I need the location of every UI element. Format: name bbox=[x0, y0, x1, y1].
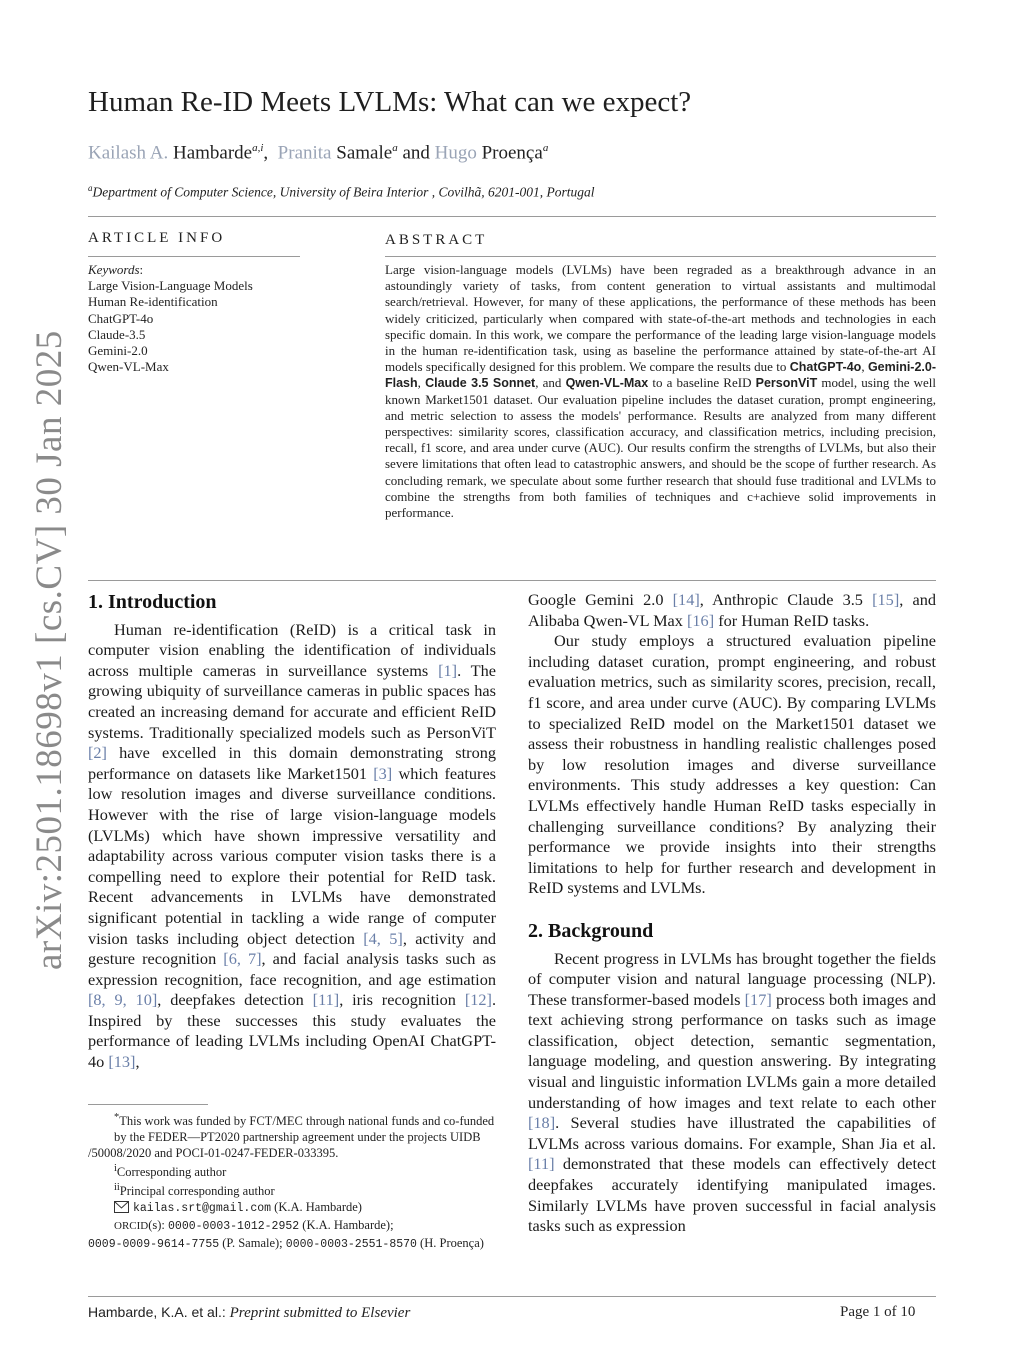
model-name: PersonViT bbox=[755, 376, 818, 391]
abstract-part: Large vision-language models (LVLMs) have been regraded as a breakthrough advance in an astoundingly variety of tasks, from content generation to virtual assistants and multimodal search/retrieval. However, for many of these applications, the performance of these methods has been widely criticized, particularly when compared with state-of-the-art methods and technologies in each specific domain. In this work, we compare the performance of the leading large vision-language models in the human re-identification task, using as baseline the performance attained by state-of-the-art AI models specifically designed for this problem. We compare the results due to bbox=[385, 262, 936, 375]
author-1-sep: , bbox=[263, 142, 269, 164]
orcid-label-suffix: (s): bbox=[148, 1218, 169, 1233]
funding-footnote bbox=[88, 1110, 496, 1145]
text-run: , iris recognition bbox=[339, 990, 465, 1010]
orcid-line-cont bbox=[88, 1235, 496, 1253]
footnote-text: This work was funded by FCT/MEC through national funds and co-funded by the FEDER—PT2020 partnership agreement under the projects UIDB bbox=[114, 1114, 495, 1145]
footer-divider bbox=[88, 1296, 936, 1297]
keyword-item: Claude-3.5 bbox=[88, 326, 146, 342]
affiliation bbox=[88, 183, 595, 201]
email-owner: (K.A. Hambarde) bbox=[271, 1200, 362, 1215]
keyword-item: Large Vision-Language Models bbox=[88, 278, 253, 294]
keywords-heading bbox=[88, 262, 298, 278]
text-run: have excelled in this domain demonstrating strong performance on datasets like Market1501 bbox=[88, 743, 496, 783]
orcid-label: ORCID bbox=[114, 1220, 149, 1233]
text-run: Recent progress in LVLMs has brought together the fields of computer vision and natural language processing (NLP). These transformer-based models bbox=[528, 948, 936, 1009]
footnote-mark: i bbox=[114, 1163, 117, 1175]
text-run: which features low resolution images and diverse surveillance conditions. However with the rise of large vision-language models (LVLMs) which have shown impressive versatility and adaptability across various computer vision tasks there is a compelling need to explore their potential for ReID task. Recent advancements in LVLMs have demonstrated significant potential in tackling a wide range of computer vision tasks including object detection bbox=[88, 763, 497, 948]
keyword-item: Qwen-VL-Max bbox=[88, 359, 169, 375]
author-list bbox=[88, 142, 548, 164]
footnote-divider bbox=[88, 1104, 208, 1105]
citation-link[interactable]: [13] bbox=[108, 1052, 136, 1072]
article-info-heading: ARTICLE INFO bbox=[88, 230, 226, 246]
text-run: . Several studies have illustrated the capabilities of LVLMs across various domains. For example, Shan Jia et al. bbox=[528, 1113, 936, 1153]
section-heading-introduction: 1. Introduction bbox=[88, 591, 217, 613]
left-column bbox=[88, 592, 496, 1073]
author-3-family: Proença bbox=[481, 142, 543, 164]
abstract-end-divider bbox=[88, 580, 936, 581]
footnote-mark: * bbox=[114, 1112, 120, 1123]
article-info-divider bbox=[88, 256, 300, 257]
author-1-sup: a,i bbox=[252, 142, 264, 154]
keyword-item: ChatGPT-4o bbox=[88, 310, 154, 326]
abstract-part: to a baseline ReID bbox=[648, 375, 756, 391]
background-paragraph bbox=[528, 949, 936, 1237]
abstract-body bbox=[385, 262, 936, 521]
principal-footnote bbox=[88, 1180, 496, 1199]
keyword-item: Human Re-identification bbox=[88, 294, 218, 310]
author-1-family: Hambarde bbox=[172, 142, 253, 164]
keywords-label: Keywords bbox=[88, 262, 140, 277]
citation-link[interactable]: [11] bbox=[312, 990, 340, 1010]
email-link[interactable]: kailas.srt@gmail.com bbox=[133, 1202, 272, 1216]
orcid-owner: (P. Samale); bbox=[219, 1236, 286, 1251]
arxiv-identifier: arXiv:2501.18698v1 [cs.CV] 30 Jan 2025 bbox=[29, 330, 70, 970]
footnotes bbox=[88, 1110, 496, 1253]
corresponding-footnote bbox=[88, 1161, 496, 1180]
citation-link[interactable]: [12] bbox=[464, 990, 492, 1010]
citation-link[interactable]: [1] bbox=[438, 660, 458, 680]
intro-paragraph bbox=[88, 620, 496, 1073]
intro-paragraph-2: Our study employs a structured evaluation pipeline including dataset curation, prompt engineering, and robust evaluation metrics, such as similarity scores, precision, recall, f1 score, and area under curve (AUC). By comparing LVLMs to specialized ReID model on the Market1501 dataset we assess their robustness in handling realistic challenges posed by low resolution images and diverse surveillance environments. This study addresses a key question: Can LVLMs effectively handle Human ReID tasks especially in challenging surveillance conditions? By analyzing their performance we provide insights into their strengths limitations to help for further research and development in ReID systems and LVLMs. bbox=[528, 631, 936, 898]
email-line bbox=[88, 1199, 496, 1217]
footer-citation bbox=[88, 1304, 410, 1322]
text-run: , bbox=[135, 1052, 140, 1072]
intro-paragraph-cont bbox=[528, 590, 936, 631]
model-name: Gemini-2.0-Flash bbox=[385, 360, 937, 391]
keyword-item: Gemini-2.0 bbox=[88, 343, 148, 359]
abstract-part: model, using the well known Market1501 dataset. Our evaluation pipeline includes the dataset curation, prompt engineering, and metric selection to assess the models' performance. Results are analyzed from many different perspectives: similarity scores, classification accuracy, and classification metrics, including precision, recall, f1 score, and area under curve (AUC). Our results confirm the strengths of LVLMs, but also their severe limitations that often lead to catastrophic answers, and should be the scope of further research. As concluding remark, we speculate about some further research that should fuse traditional and LVLMs to combine the strengths from both families of techniques and c+achieve solid improvements in performance. bbox=[385, 375, 936, 521]
orcid-owner: (K.A. Hambarde); bbox=[299, 1218, 394, 1233]
keywords-colon: : bbox=[139, 262, 144, 277]
paper-title: Human Re-ID Meets LVLMs: What can we expect? bbox=[88, 86, 692, 118]
section-heading-background: 2. Background bbox=[528, 919, 654, 942]
citation-link[interactable]: [6, 7] bbox=[223, 949, 262, 969]
text-run: Human re-identification (ReID) is a critical task in computer vision enabling the identification of individuals across multiple cameras in surveillance systems bbox=[88, 619, 496, 680]
text-run: , Anthropic Claude 3.5 bbox=[699, 590, 873, 609]
author-1-given[interactable]: Kailash A. bbox=[88, 142, 169, 164]
footnote-mark: ii bbox=[114, 1182, 120, 1194]
keywords-block bbox=[88, 262, 298, 375]
author-2-sup: a bbox=[392, 142, 398, 154]
author-3-given[interactable]: Hugo bbox=[434, 142, 477, 164]
text-run: , and Alibaba Qwen-VL Max bbox=[528, 590, 937, 630]
orcid-owner: (H. Proença) bbox=[416, 1236, 484, 1251]
citation-link[interactable]: [3] bbox=[373, 763, 393, 783]
affiliation-text: Department of Computer Science, University of Beira Interior , Covilhã, 6201-001, Portugal bbox=[92, 184, 595, 200]
citation-link[interactable]: [4, 5] bbox=[363, 928, 403, 948]
author-2-sep: and bbox=[402, 142, 430, 164]
author-3-sup: a bbox=[542, 142, 549, 154]
right-column bbox=[528, 590, 936, 1237]
text-run: . The growing ubiquity of surveillance cameras in public spaces has created an increasing demand for accurate and efficient ReID systems. Traditionally specialized models such as PersonViT bbox=[88, 660, 496, 742]
text-run: Google Gemini 2.0 bbox=[528, 590, 673, 609]
text-run: for Human ReID tasks. bbox=[714, 610, 870, 630]
citation-link[interactable]: [11] bbox=[528, 1154, 555, 1174]
author-2-given[interactable]: Pranita bbox=[277, 142, 332, 164]
model-name: Qwen-VL-Max bbox=[565, 376, 649, 391]
text-run: . Inspired by these successes this study evaluates the performance of leading LVLMs including OpenAI ChatGPT-4o bbox=[88, 990, 497, 1072]
page-number: Page 1 of 10 bbox=[840, 1304, 916, 1320]
abstract-heading: ABSTRACT bbox=[385, 232, 488, 248]
funding-footnote-cont: /50008/2020 and POCI-01-0247-FEDER-033395. bbox=[88, 1146, 339, 1161]
abstract-divider bbox=[385, 256, 936, 257]
abstract-part: , bbox=[417, 375, 426, 391]
orcid-line bbox=[88, 1217, 496, 1235]
abstract-part: , bbox=[861, 359, 868, 375]
header-divider bbox=[88, 216, 936, 217]
citation-link[interactable]: [16] bbox=[687, 610, 715, 630]
text-run: , deepfakes detection bbox=[157, 990, 313, 1010]
footer-venue: Preprint submitted to Elsevier bbox=[229, 1305, 411, 1321]
footnote-text: Corresponding author bbox=[116, 1165, 227, 1180]
citation-link[interactable]: [17] bbox=[744, 989, 772, 1009]
text-run: process both images and text achieving strong performance on tasks such as image classification, object detection, semantic segmentation, language modeling, and question answering. By integrating visual and linguistic information LVLMs gain a more detailed understanding of how images and text relate to each other bbox=[528, 989, 936, 1112]
footer-sep: : bbox=[221, 1304, 230, 1320]
citation-link[interactable]: [18] bbox=[528, 1113, 556, 1133]
citation-link[interactable]: [15] bbox=[872, 590, 900, 609]
citation-link[interactable]: [2] bbox=[88, 743, 107, 763]
orcid-link[interactable]: 0000-0003-2551-8570 bbox=[285, 1238, 417, 1252]
model-name: Claude 3.5 Sonnet bbox=[425, 376, 536, 391]
orcid-link[interactable]: 0000-0003-1012-2952 bbox=[168, 1220, 300, 1234]
author-2-family: Samale bbox=[336, 142, 393, 164]
orcid-link[interactable]: 0009-0009-9614-7755 bbox=[88, 1238, 220, 1252]
text-run: , activity and gesture recognition bbox=[88, 928, 497, 969]
model-name: ChatGPT-4o bbox=[789, 360, 862, 375]
envelope-icon bbox=[114, 1201, 129, 1217]
citation-link[interactable]: [8, 9, 10] bbox=[88, 990, 158, 1010]
citation-link[interactable]: [14] bbox=[672, 590, 700, 609]
abstract-part: , and bbox=[535, 375, 566, 391]
text-run: , and facial analysis tasks such as expression recognition, face recognition, and age estimation bbox=[88, 949, 496, 989]
affiliation-sup: a bbox=[88, 183, 93, 193]
footnote-text: Principal corresponding author bbox=[119, 1184, 275, 1199]
text-run: demonstrated that these models can effectively detect deepfakes accurately identifying manipulated images. Similarly LVLMs have proven successful in facial analysis tasks such as expression bbox=[528, 1154, 936, 1236]
footer-authors: Hambarde, K.A. et al. bbox=[88, 1304, 222, 1320]
